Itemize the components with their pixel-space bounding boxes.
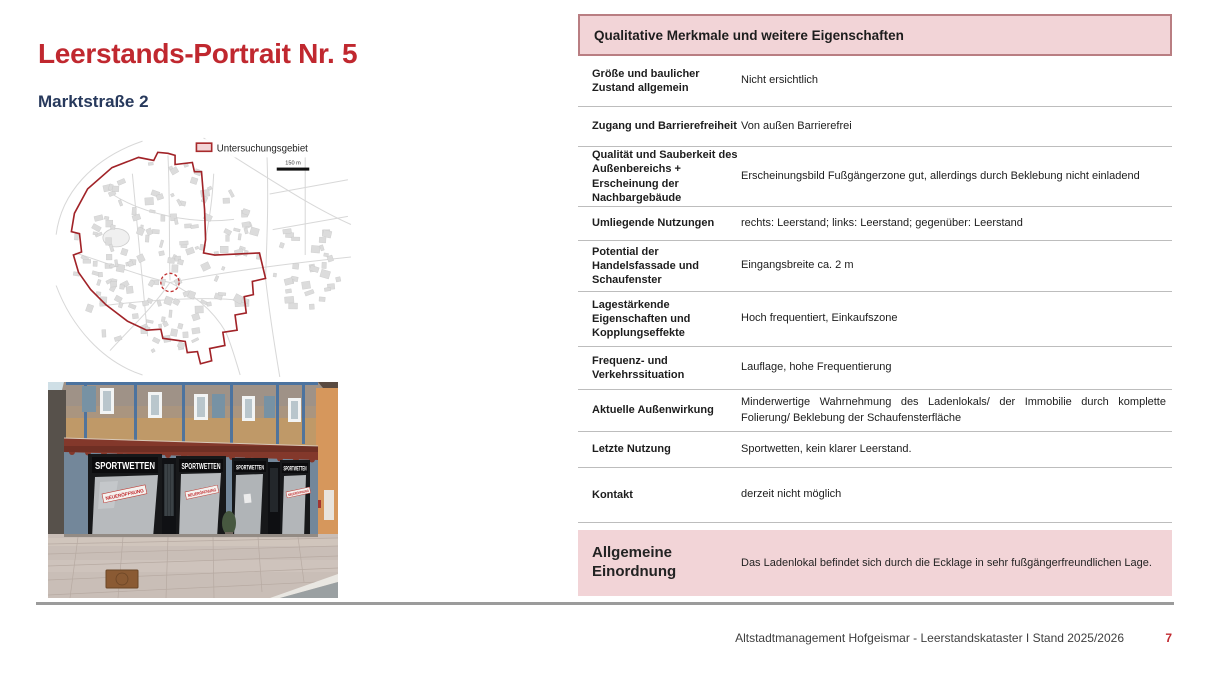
map-scale-bar bbox=[277, 168, 310, 171]
table-row bbox=[578, 432, 1172, 468]
row-value: Eingangsbreite ca. 2 m bbox=[741, 259, 854, 272]
row-label: Qualität und Sauberkeit des Außenbereichs + Erscheinung der Nachbargebäude bbox=[592, 148, 738, 204]
legend-swatch bbox=[196, 143, 211, 151]
row-label: Umliegende Nutzungen bbox=[592, 217, 715, 230]
address-subtitle: Marktstraße 2 bbox=[38, 92, 149, 111]
table-row bbox=[578, 207, 1172, 241]
row-value: Sportwetten, kein klarer Leerstand. bbox=[741, 442, 912, 455]
footer-divider bbox=[36, 602, 1174, 605]
svg-text:NEUERÖFFNUNG: NEUERÖFFNUNG bbox=[287, 487, 318, 498]
table-row bbox=[578, 468, 1172, 523]
summary-value: Das Ladenlokal befindet sich durch die Ecklage in sehr fußgängerfreundlichen Lage. bbox=[741, 557, 1152, 569]
left-building bbox=[48, 390, 66, 534]
table-rows bbox=[578, 56, 1172, 523]
row-label: Letzte Nutzung bbox=[592, 443, 671, 456]
map-streets bbox=[56, 138, 351, 377]
map-graphic bbox=[50, 133, 352, 377]
footer-text: Altstadtmanagement Hofgeismar - Leerstandskataster I Stand 2025/2026 bbox=[735, 631, 1124, 645]
table-row bbox=[578, 347, 1172, 390]
table-row bbox=[578, 241, 1172, 292]
table-row bbox=[578, 390, 1172, 432]
svg-text:NEUERÖFFNUNG: NEUERÖFFNUNG bbox=[105, 487, 148, 503]
svg-text:NEUERÖFFNUNG: NEUERÖFFNUNG bbox=[187, 485, 223, 499]
map-scale-label: 150 m bbox=[285, 160, 301, 167]
row-value: Nicht ersichtlich bbox=[741, 74, 819, 87]
table-header: Qualitative Merkmale und weitere Eigenschaften bbox=[578, 14, 1172, 56]
row-label: Aktuelle Außenwirkung bbox=[592, 404, 714, 417]
page-title: Leerstands-Portrait Nr. 5 bbox=[38, 38, 358, 69]
row-value: Hoch frequentiert, Einkaufszone bbox=[741, 312, 898, 325]
row-value: Minderwertige Wahrnehmung des Ladenlokals/ der Immobilie durch komplette Folierung/ Beklebung der Schaufensterfläche bbox=[741, 396, 1166, 424]
photo-graphic bbox=[48, 382, 338, 598]
plant bbox=[222, 511, 236, 535]
sportwetten-sign: SPORTWETTEN bbox=[236, 464, 265, 472]
sportwetten-sign: SPORTWETTEN bbox=[95, 461, 155, 472]
row-label: Frequenz- und Verkehrssituation bbox=[592, 354, 685, 381]
table-row bbox=[578, 56, 1172, 107]
attributes-table bbox=[578, 14, 1172, 596]
row-value: Von außen Barrierefrei bbox=[741, 119, 852, 132]
summary-label: Allgemeine Einordnung bbox=[592, 544, 677, 580]
summary-box bbox=[578, 530, 1172, 596]
row-label: Potential der Handelsfassade und Schaufenster bbox=[592, 245, 699, 287]
storefront-photo bbox=[48, 382, 338, 598]
row-label: Kontakt bbox=[592, 488, 633, 501]
row-value: rechts: Leerstand; links: Leerstand; gegenüber: Leerstand bbox=[741, 216, 1023, 229]
legend-label: Untersuchungsgebiet bbox=[216, 143, 308, 155]
sportwetten-sign: SPORTWETTEN bbox=[181, 462, 221, 471]
page-number: 7 bbox=[1165, 631, 1172, 645]
sportwetten-sign: SPORTWETTEN bbox=[283, 466, 307, 473]
city-map bbox=[50, 133, 352, 377]
map-buildings bbox=[73, 162, 341, 353]
row-label: Lagestärkende Eigenschaften und Kopplungseffekte bbox=[592, 298, 691, 340]
table-row bbox=[578, 292, 1172, 347]
table-row bbox=[578, 107, 1172, 147]
table-row bbox=[578, 147, 1172, 207]
row-value: Lauflage, hohe Frequentierung bbox=[741, 361, 892, 374]
row-value: Erscheinungsbild Fußgängerzone gut, allerdings durch Beklebung nicht einladend bbox=[741, 169, 1140, 182]
row-label: Größe und baulicher Zustand allgemein bbox=[592, 67, 700, 94]
row-label: Zugang und Barrierefreiheit bbox=[592, 120, 737, 133]
row-value: derzeit nicht möglich bbox=[741, 488, 842, 501]
